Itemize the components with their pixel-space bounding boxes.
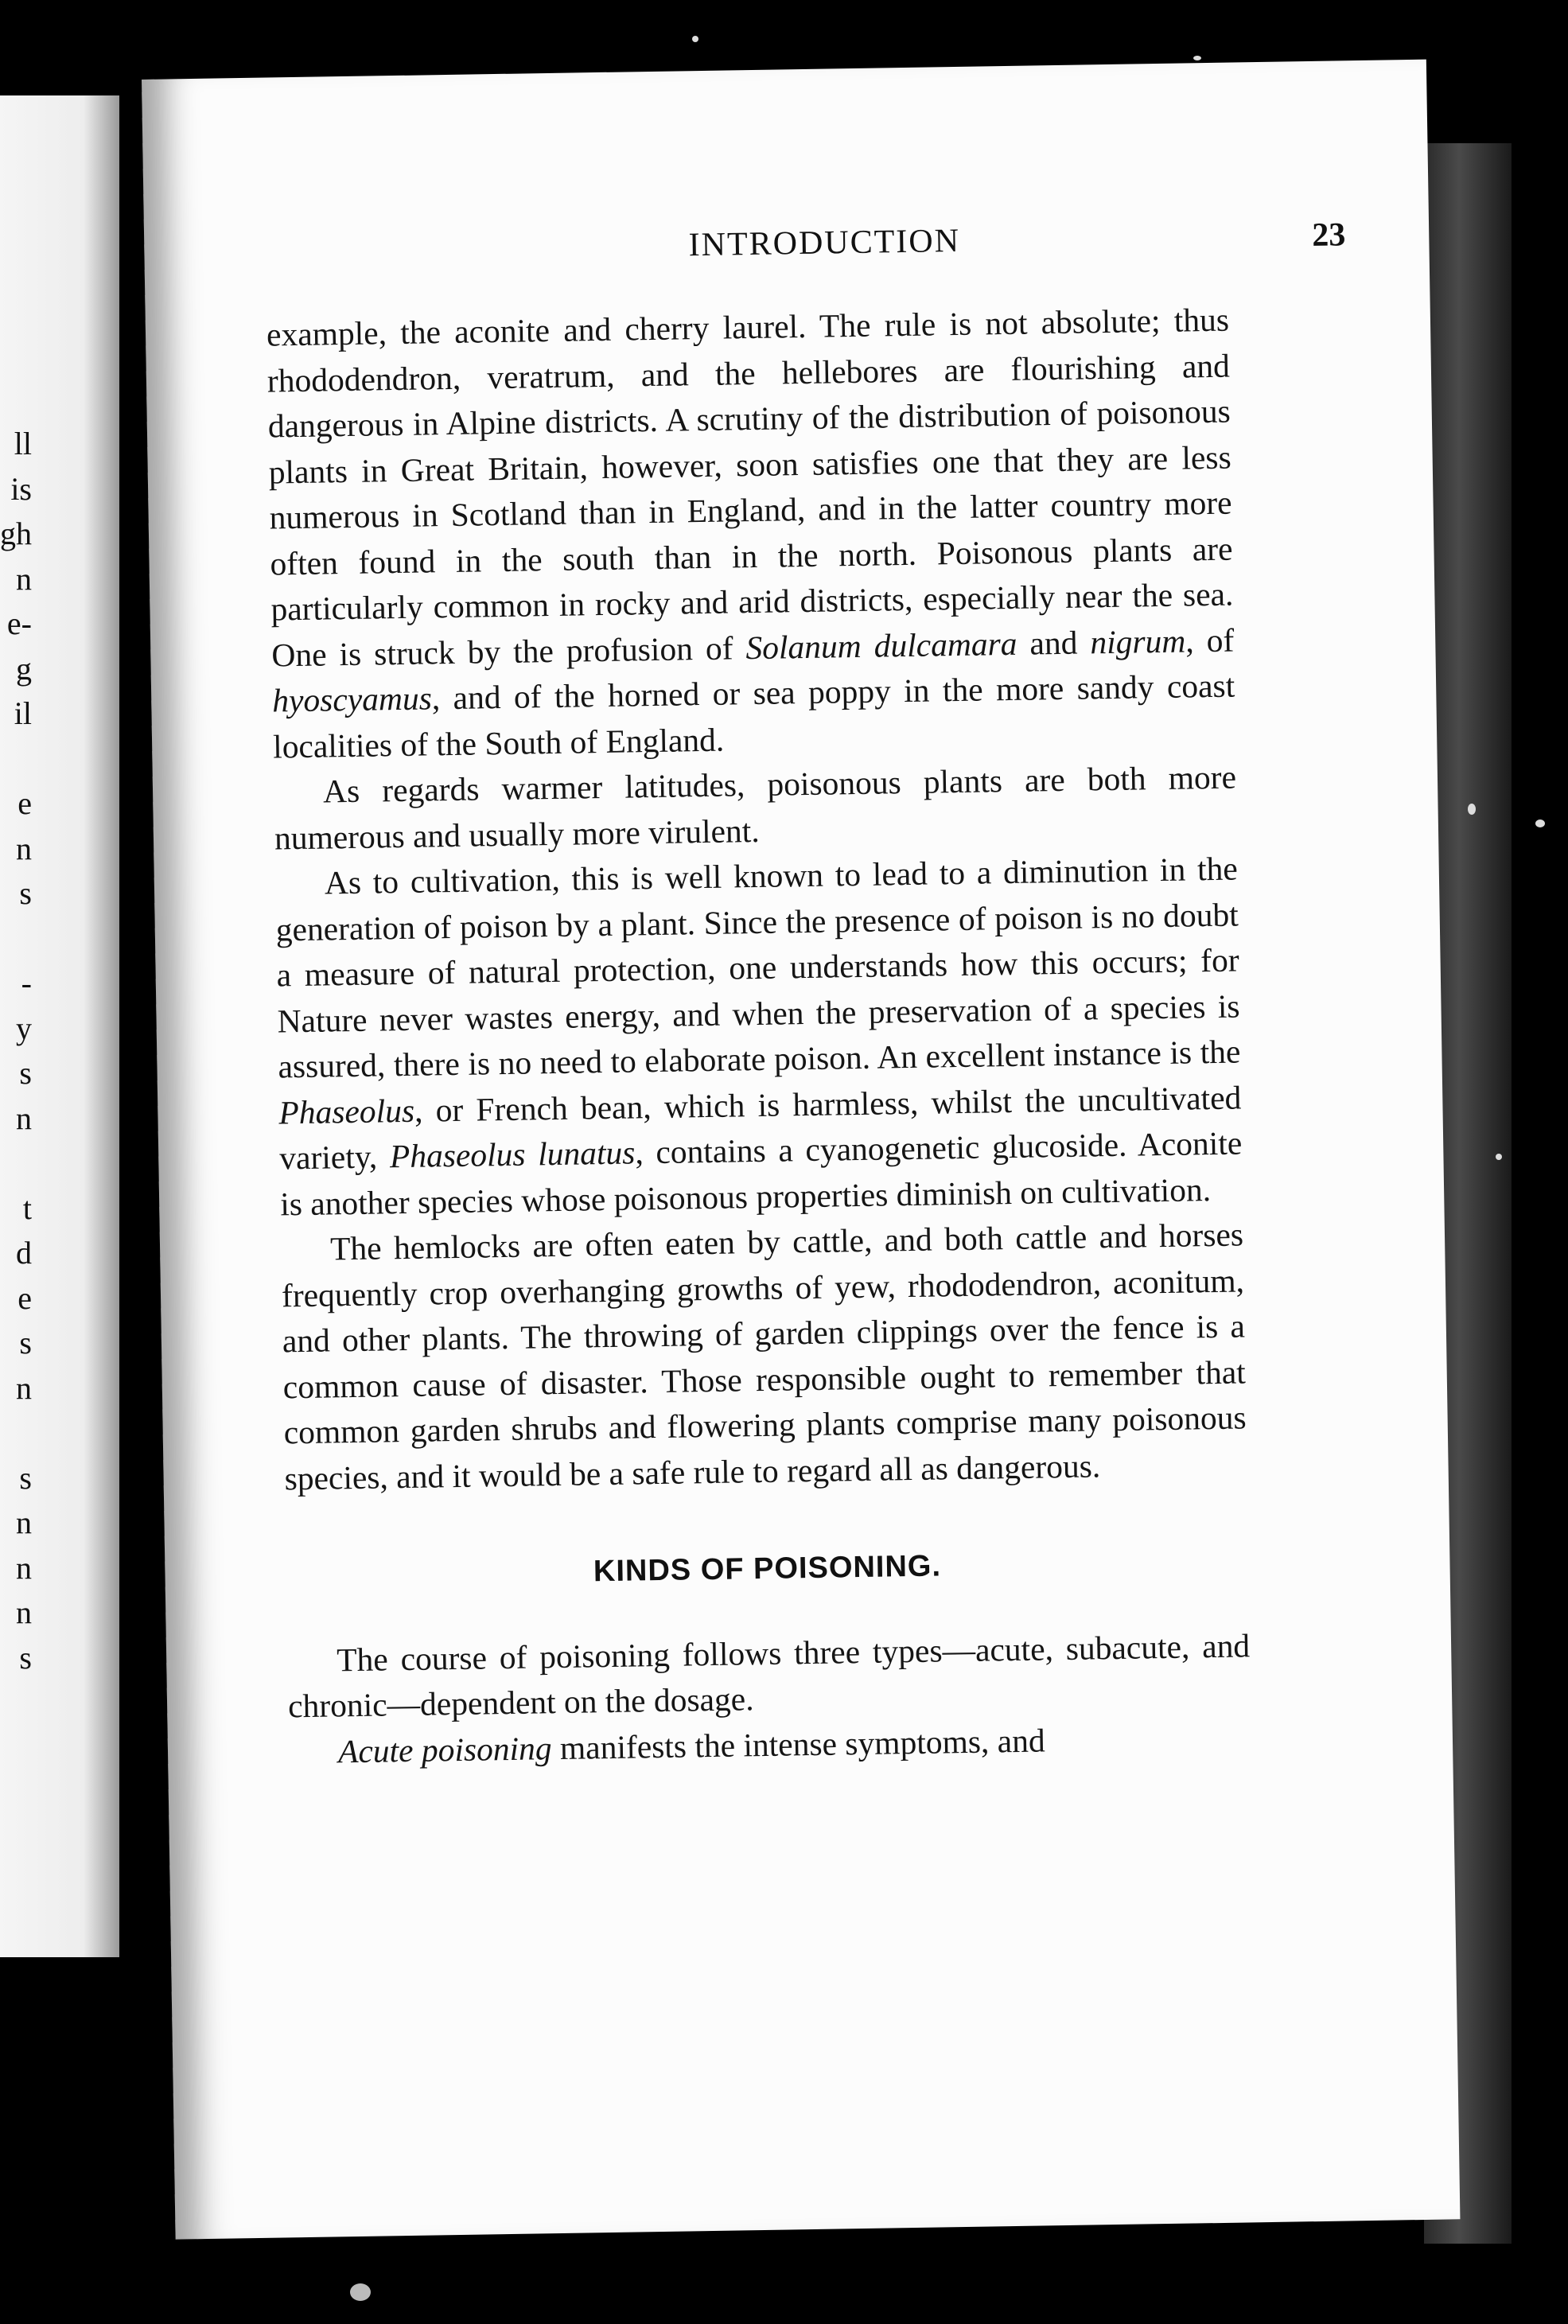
italic-text: Phaseolus lunatus	[389, 1134, 636, 1175]
paragraphs-section	[287, 1623, 1252, 1775]
left-page-text-fragments	[0, 422, 32, 1770]
left-page-fragment: d	[16, 1235, 32, 1271]
left-page-fragment	[0, 1141, 32, 1186]
italic-text: nigrum	[1090, 621, 1186, 660]
left-page-fragment	[0, 1411, 32, 1456]
left-page-fragment	[0, 917, 32, 962]
left-page-fragment	[0, 1680, 32, 1726]
left-page-fragment: ll	[14, 426, 32, 461]
italic-text: Solanum dulcamara	[745, 625, 1017, 666]
italic-text: Phaseolus	[278, 1092, 415, 1131]
running-title: INTRODUCTION	[688, 222, 961, 264]
left-page-fragment: t	[22, 1189, 32, 1226]
text-run: The hemlocks are often eaten by cattle, and both cattle and horses frequently crop overhanging growths of yew, rhododendron, aconitum, and other plants. The throwing of garden clippings over the fence is a common cause of disaster. Those responsible ought to remember that common garden shrubs and flowering plants comprise many poisonous species, and it would be a safe rule to regard all as dangerous.	[281, 1216, 1247, 1497]
left-page-fragment: n	[16, 1594, 32, 1630]
left-page-fragment: is	[10, 470, 32, 507]
left-page-fragment: y	[16, 1010, 32, 1046]
left-page-fragment: e-	[6, 605, 32, 641]
left-page-fragment: s	[19, 1325, 32, 1361]
italic-text: Acute poisoning	[337, 1729, 552, 1769]
text-run: example, the aconite and cherry laurel. The rule is not absolute; thus rhododendron, veratrum, and the hellebores are flourishing and dangerous in Alpine districts. A scrutiny of the distribution of poisonous plants in Great Britain, however, soon satisfies one that they are less numerous in Scotland than in England, and in the latter country more often found in the south than in the north. Poisonous plants are particularly common in rocky and arid districts, especially near the sea. One is struck by the profusion of	[266, 301, 1234, 674]
text-run: , and of the horned or sea poppy in the more sandy coast localities of the South of England.	[272, 667, 1235, 765]
right-page	[142, 60, 1460, 2240]
paragraph	[274, 846, 1243, 1227]
paragraphs-intro	[267, 298, 1247, 1502]
left-page-fragment: e	[18, 1279, 32, 1316]
left-page-fragment: n	[16, 560, 32, 597]
text-run: and	[1017, 623, 1091, 662]
left-page	[0, 95, 119, 1957]
text-run: As to cultivation, this is well known to lead to a diminution in the generation of poison by a plant. Since the presence of poison is no doubt a measure of natural protection, one understands how this occurs; for Nature never wastes energy, and when the preservation of a species is assured, there is no need to elaborate poison. An excellent instance is the	[275, 850, 1241, 1085]
italic-text: hyoscyamus	[271, 679, 433, 719]
left-page-fragment: e	[18, 785, 32, 821]
body-text	[267, 298, 1252, 1776]
left-page-fragment: -	[21, 965, 32, 1001]
paragraph	[287, 1623, 1251, 1730]
left-page-fragment: il	[14, 695, 32, 731]
left-page-fragment: s	[19, 1055, 32, 1091]
text-run: manifests the intense symptoms, and	[551, 1721, 1045, 1766]
left-page-fragment: s	[19, 1459, 32, 1496]
text-run: , contains a cyanogenetic glucoside. Aconite is another species whose poisonous properties diminish on cultivation.	[279, 1124, 1243, 1222]
running-header	[303, 216, 1346, 264]
left-page-fragment: n	[16, 1100, 32, 1136]
page-number: 23	[1311, 216, 1346, 254]
left-page-fragment	[0, 737, 32, 782]
paragraph	[274, 754, 1238, 861]
paragraph	[267, 298, 1236, 770]
left-page-fragment: g	[16, 650, 32, 687]
paragraph	[281, 1212, 1247, 1501]
text-run: , of	[1185, 621, 1235, 659]
left-page-fragment: gh	[0, 516, 32, 551]
left-page-fragment: s	[19, 1639, 32, 1676]
left-page-fragment: s	[19, 875, 32, 911]
left-page-fragment	[0, 1726, 32, 1771]
text-run: As regards warmer latitudes, poisonous plants are both more numerous and usually more virulent.	[274, 758, 1237, 856]
text-run: , or French bean, which is harmless, whilst the uncultivated variety,	[278, 1078, 1242, 1177]
section-heading: KINDS OF POISONING.	[593, 1549, 942, 1589]
text-run: The course of poisoning follows three types—acute, subacute, and chronic—dependent on the dosage.	[287, 1626, 1251, 1725]
left-page-fragment: n	[16, 1549, 32, 1586]
left-page-fragment: n	[16, 830, 32, 866]
left-page-fragment: n	[16, 1505, 32, 1540]
left-page-fragment: n	[16, 1369, 32, 1406]
